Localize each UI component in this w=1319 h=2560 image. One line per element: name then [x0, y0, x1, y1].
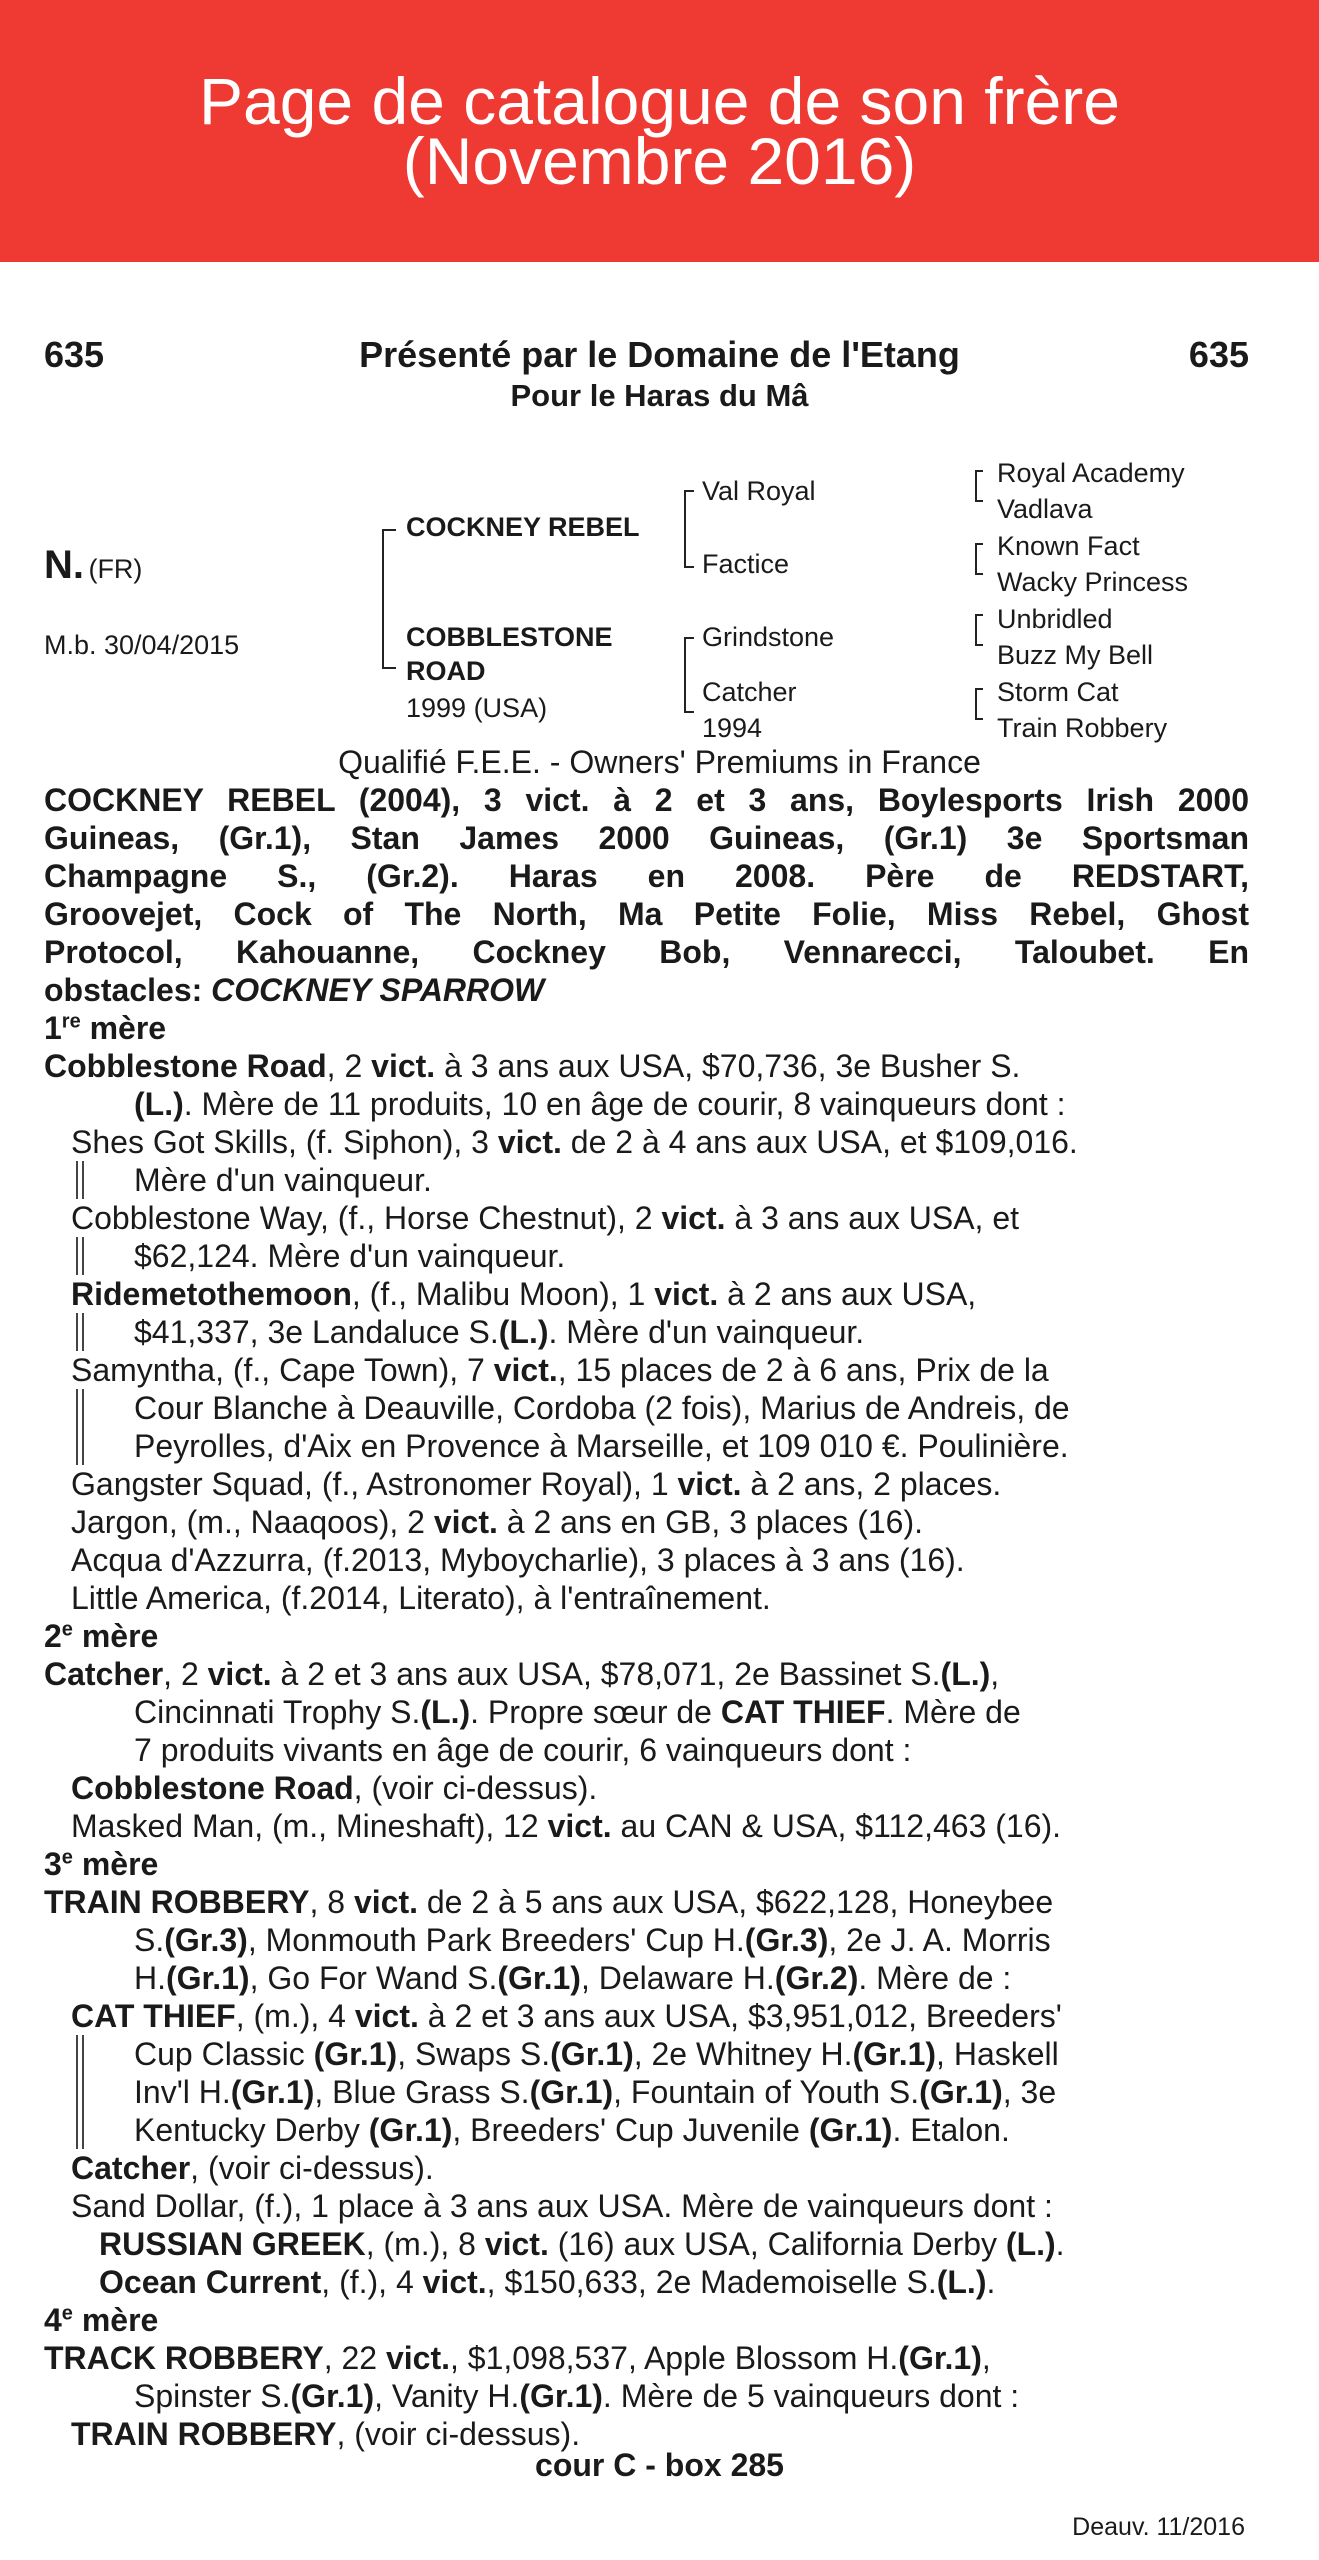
dam-line: (L.). Mère de 11 produits, 10 en âge de courir, 8 vainqueurs dont :	[134, 1086, 1066, 1122]
sire-line: Champagne S., (Gr.2). Haras en 2008. Père de REDSTART,	[44, 858, 1249, 894]
produce-line: Acqua d'Azzurra, (f.2013, Myboycharlie), 3 places à 3 ans (16).	[71, 1542, 965, 1578]
dam-dam-year: 1994	[702, 713, 763, 743]
lot-number-left: 635	[44, 334, 105, 375]
produce-line: Samyntha, (f., Cape Town), 7 vict., 15 places de 2 à 6 ans, Prix de la	[71, 1352, 1049, 1388]
sire-line: COCKNEY REBEL (2004), 3 vict. à 2 et 3 ans, Boylesports Irish 2000	[44, 782, 1249, 818]
produce-line: TRAIN ROBBERY, (voir ci-dessus).	[71, 2416, 581, 2452]
stable-location: cour C - box 285	[535, 2447, 784, 2483]
catalogue-reference: Deauv. 11/2016	[1072, 2513, 1245, 2541]
sire-line: Guineas, (Gr.1), Stan James 2000 Guineas, (Gr.1) 3e Sportsman	[44, 820, 1249, 856]
horse-name-block	[44, 543, 142, 588]
ancestor-3: Known Fact	[997, 531, 1140, 561]
catalogue-body	[44, 781, 1249, 2453]
sire-sire: Val Royal	[702, 476, 816, 506]
produce-line: Inv'l H.(Gr.1), Blue Grass S.(Gr.1), Fountain of Youth S.(Gr.1), 3e	[44, 2073, 1249, 2111]
produce-line: Jargon, (m., Naaqoos), 2 vict. à 2 ans en GB, 3 places (16).	[71, 1504, 923, 1540]
fourth-dam-heading: 4e mère	[44, 2302, 159, 2338]
dam-line: TRAIN ROBBERY, 8 vict. de 2 à 5 ans aux USA, $622,128, Honeybee	[44, 1884, 1054, 1920]
presenter-line: Présenté par le Domaine de l'Etang	[359, 334, 960, 375]
produce-line: Cobblestone Road, (voir ci-dessus).	[71, 1770, 598, 1806]
ancestor-5: Unbridled	[997, 604, 1113, 634]
produce-line: $62,124. Mère d'un vainqueur.	[44, 1237, 1249, 1275]
produce-line: Little America, (f.2014, Literato), à l'entraînement.	[71, 1580, 771, 1616]
presenter-for-line: Pour le Haras du Mâ	[510, 378, 809, 413]
lot-number-right: 635	[1188, 334, 1249, 375]
sire-paragraph	[44, 781, 1249, 1009]
dam-line: S.(Gr.3), Monmouth Park Breeders' Cup H.(Gr.3), 2e J. A. Morris	[134, 1922, 1051, 1958]
dam-line: Catcher, 2 vict. à 2 et 3 ans aux USA, $78,071, 2e Bassinet S.(L.),	[44, 1656, 1000, 1692]
produce-line: Shes Got Skills, (f. Siphon), 3 vict. de 2 à 4 ans aux USA, et $109,016.	[71, 1124, 1078, 1160]
dam-line: Spinster S.(Gr.1), Vanity H.(Gr.1). Mère de 5 vainqueurs dont :	[134, 2378, 1020, 2414]
dam-dam: Catcher	[702, 677, 797, 707]
produce-line: $41,337, 3e Landaluce S.(L.). Mère d'un vainqueur.	[44, 1313, 1249, 1351]
dam-line: Cobblestone Road, 2 vict. à 3 ans aux USA, $70,736, 3e Busher S.	[44, 1048, 1021, 1084]
produce-line: Cup Classic (Gr.1), Swaps S.(Gr.1), 2e Whitney H.(Gr.1), Haskell	[44, 2035, 1249, 2073]
second-dam-heading: 2e mère	[44, 1618, 159, 1654]
produce-line: Gangster Squad, (f., Astronomer Royal), 1 vict. à 2 ans, 2 places.	[71, 1466, 1002, 1502]
banner-title-line2: (Novembre 2016)	[402, 124, 917, 198]
produce-line: Kentucky Derby (Gr.1), Breeders' Cup Juvenile (Gr.1). Etalon.	[44, 2111, 1249, 2149]
ancestor-2: Vadlava	[997, 494, 1093, 524]
banner-title-line1: Page de catalogue de son frère	[198, 64, 1120, 138]
dam-sire: Grindstone	[702, 622, 835, 652]
ancestor-6: Buzz My Bell	[997, 640, 1154, 670]
sire-dam: Factice	[702, 549, 790, 579]
produce-line: CAT THIEF, (m.), 4 vict. à 2 et 3 ans aux USA, $3,951,012, Breeders'	[71, 1998, 1062, 2034]
produce-line: Catcher, (voir ci-dessus).	[71, 2150, 434, 2186]
title-banner	[0, 0, 1319, 262]
dam-line: TRACK ROBBERY, 22 vict., $1,098,537, Apple Blossom H.(Gr.1),	[44, 2340, 991, 2376]
produce-line: Sand Dollar, (f.), 1 place à 3 ans aux USA. Mère de vainqueurs dont :	[71, 2188, 1053, 2224]
first-dam-heading: 1re mère	[44, 1010, 167, 1046]
produce-line: Cobblestone Way, (f., Horse Chestnut), 2 vict. à 3 ans aux USA, et	[71, 1200, 1019, 1236]
produce-line: Ridemetothemoon, (f., Malibu Moon), 1 vict. à 2 ans aux USA,	[71, 1276, 977, 1312]
sire-line: Groovejet, Cock of The North, Ma Petite Folie, Miss Rebel, Ghost	[44, 896, 1249, 932]
horse-birth: M.b. 30/04/2015	[44, 630, 240, 660]
qualification-line: Qualifié F.E.E. - Owners' Premiums in France	[338, 744, 981, 780]
third-dam-heading: 3e mère	[44, 1846, 159, 1882]
sire-line: Protocol, Kahouanne, Cockney Bob, Vennarecci, Taloubet. En	[44, 934, 1249, 970]
ancestor-1: Royal Academy	[997, 458, 1185, 488]
horse-origin: (FR)	[88, 554, 143, 584]
dam-line: H.(Gr.1), Go For Wand S.(Gr.1), Delaware H.(Gr.2). Mère de :	[134, 1960, 1012, 1996]
dam-name-line1: COBBLESTONE	[406, 622, 613, 652]
produce-line: Cour Blanche à Deauville, Cordoba (2 fois), Marius de Andreis, de	[44, 1389, 1249, 1427]
produce-line: Peyrolles, d'Aix en Provence à Marseille, et 109 010 €. Poulinière.	[44, 1427, 1249, 1465]
ancestor-8: Train Robbery	[997, 713, 1168, 743]
produce-line: Ocean Current, (f.), 4 vict., $150,633, 2e Mademoiselle S.(L.).	[99, 2264, 996, 2300]
produce-line: RUSSIAN GREEK, (m.), 8 vict. (16) aux USA, California Derby (L.).	[99, 2226, 1065, 2262]
horse-name: N.	[44, 543, 84, 587]
produce-line: Masked Man, (m., Mineshaft), 12 vict. au CAN & USA, $112,463 (16).	[71, 1808, 1062, 1844]
ancestor-4: Wacky Princess	[997, 567, 1189, 597]
dam-line: Cincinnati Trophy S.(L.). Propre sœur de CAT THIEF. Mère de	[134, 1694, 1021, 1730]
produce-line: Mère d'un vainqueur.	[44, 1161, 1249, 1199]
sire-line: obstacles: COCKNEY SPARROW	[44, 972, 545, 1008]
dam-line: 7 produits vivants en âge de courir, 6 vainqueurs dont :	[134, 1732, 912, 1768]
dam-name-line2: ROAD	[406, 656, 486, 686]
sire-name: COCKNEY REBEL	[406, 512, 640, 542]
dam-year: 1999 (USA)	[406, 693, 548, 723]
ancestor-7: Storm Cat	[997, 677, 1119, 707]
